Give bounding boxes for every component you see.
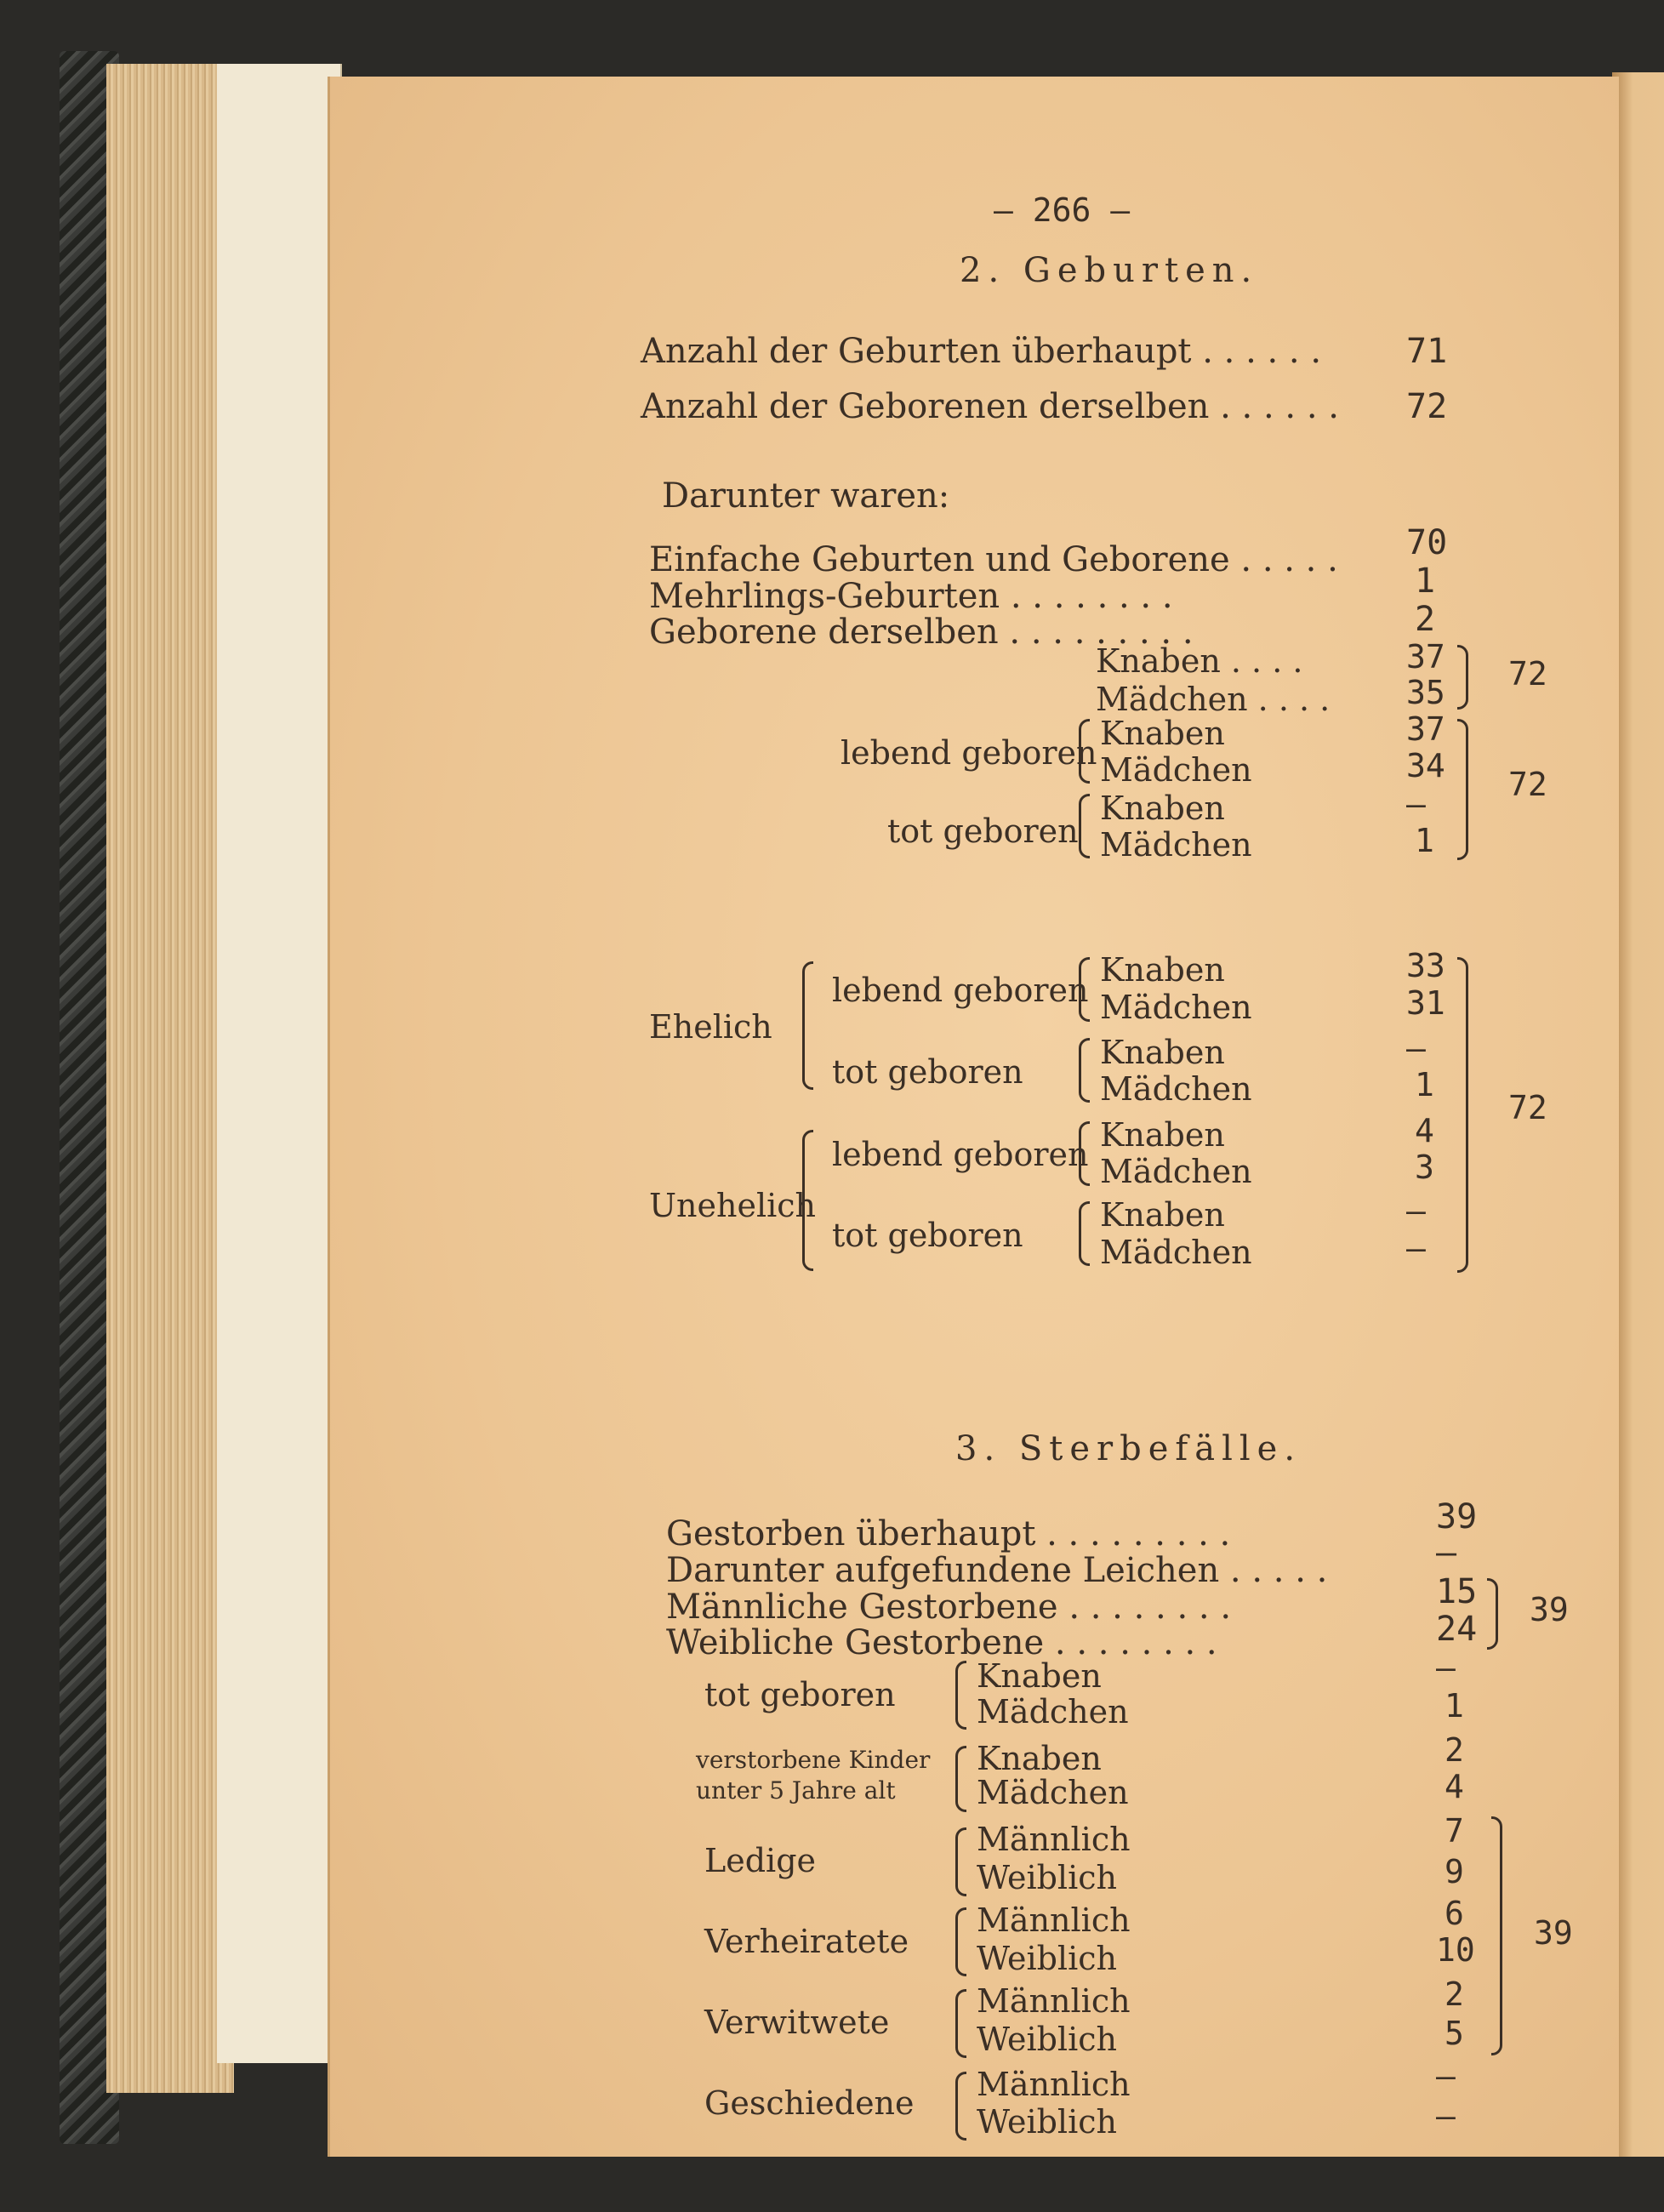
- single-births-value: 70: [1406, 523, 1448, 562]
- divorced-brace: [955, 2072, 966, 2141]
- next-page-edge: [1612, 72, 1664, 2157]
- live-born-label: lebend geboren: [841, 734, 1097, 772]
- single-births-label: Einfache Geburten und Geborene . . . . .: [649, 540, 1338, 579]
- page-edges: [106, 64, 234, 2093]
- illegit-still-boys-value: —: [1406, 1192, 1426, 1229]
- married-brace: [955, 1907, 966, 1976]
- still-girls-value: 1: [1415, 822, 1434, 859]
- boys-value: 37: [1406, 638, 1445, 676]
- legit-live-label: lebend geboren: [832, 972, 1089, 1009]
- children-girls-value: 4: [1445, 1768, 1464, 1805]
- multiple-born-value: 2: [1415, 600, 1436, 639]
- stillborn-girls-value: 1: [1445, 1687, 1464, 1725]
- multiple-births-value: 1: [1415, 562, 1436, 601]
- live-still-total: 72: [1508, 766, 1547, 803]
- legit-still-boys-label: Knaben: [1100, 1034, 1225, 1071]
- stillborn-girls-label: Mädchen: [977, 1693, 1129, 1730]
- divorced-male-value: —: [1436, 2057, 1456, 2095]
- live-still-brace: [1457, 719, 1468, 860]
- deaths-sex-total: 39: [1530, 1591, 1569, 1628]
- legit-still-girls-value: 1: [1415, 1066, 1434, 1103]
- boys-label: Knaben . . . .: [1096, 642, 1303, 680]
- female-deaths-value: 24: [1436, 1610, 1478, 1649]
- sex-brace: [1457, 645, 1468, 710]
- illegit-live-girls-value: 3: [1415, 1149, 1434, 1186]
- still-girls-label: Mädchen: [1100, 826, 1252, 864]
- deaths-sex-brace: [1487, 1578, 1498, 1650]
- legit-brace: [802, 961, 813, 1090]
- married-female-value: 10: [1436, 1931, 1475, 1969]
- widowed-male-label: Männlich: [977, 1982, 1131, 2020]
- legit-live-brace: [1079, 957, 1090, 1022]
- still-brace: [1079, 794, 1090, 858]
- total-born-label: Anzahl der Geborenen derselben . . . . . .: [641, 387, 1339, 426]
- married-male-value: 6: [1445, 1895, 1464, 1932]
- widowed-female-label: Weiblich: [977, 2021, 1117, 2058]
- illegit-live-boys-label: Knaben: [1100, 1116, 1225, 1154]
- legit-label: Ehelich: [649, 1008, 772, 1046]
- legit-still-label: tot geboren: [832, 1053, 1023, 1091]
- previous-page: [217, 64, 342, 2063]
- children-label-1: verstorbene Kinder: [696, 1746, 931, 1774]
- book-page: [328, 77, 1619, 2157]
- total-born-value: 72: [1406, 387, 1448, 426]
- illegit-still-girls-value: —: [1406, 1229, 1426, 1267]
- male-deaths-value: 15: [1436, 1572, 1478, 1611]
- illegit-still-brace: [1079, 1201, 1090, 1266]
- legit-live-girls-label: Mädchen: [1100, 989, 1252, 1026]
- illegit-live-girls-label: Mädchen: [1100, 1153, 1252, 1190]
- sex-total: 72: [1508, 655, 1547, 693]
- male-deaths-label: Männliche Gestorbene . . . . . . . .: [666, 1588, 1232, 1627]
- still-born-label: tot geboren: [887, 812, 1079, 850]
- divorced-female-label: Weiblich: [977, 2103, 1117, 2141]
- illegit-brace: [802, 1130, 813, 1271]
- found-bodies-value: —: [1436, 1533, 1457, 1572]
- divorced-label: Geschiedene: [704, 2084, 915, 2122]
- live-brace: [1079, 719, 1090, 784]
- children-girls-label: Mädchen: [977, 1774, 1129, 1811]
- single-label: Ledige: [704, 1842, 817, 1879]
- single-male-label: Männlich: [977, 1821, 1131, 1858]
- illegit-still-boys-label: Knaben: [1100, 1196, 1225, 1234]
- divorced-female-value: —: [1436, 2097, 1456, 2135]
- live-girls-value: 34: [1406, 747, 1445, 784]
- married-label: Verheiratete: [704, 1923, 909, 1960]
- girls-value: 35: [1406, 674, 1445, 711]
- multiple-births-label: Mehrlings-Geburten . . . . . . . .: [649, 577, 1173, 616]
- widowed-brace: [955, 1989, 966, 2058]
- children-boys-label: Knaben: [977, 1740, 1102, 1777]
- girls-label: Mädchen . . . .: [1096, 681, 1331, 718]
- still-boys-value: —: [1406, 785, 1426, 823]
- legit-still-girls-label: Mädchen: [1100, 1070, 1252, 1108]
- children-boys-value: 2: [1445, 1731, 1464, 1769]
- total-births-label: Anzahl der Geburten überhaupt . . . . . .: [641, 332, 1322, 371]
- legit-live-girls-value: 31: [1406, 984, 1445, 1022]
- widowed-male-value: 2: [1445, 1975, 1464, 2013]
- total-births-value: 71: [1406, 332, 1448, 371]
- legit-live-boys-label: Knaben: [1100, 951, 1225, 989]
- children-brace: [955, 1746, 966, 1812]
- deaths-heading: 3. Sterbefälle.: [955, 1429, 1302, 1468]
- deaths-total-value: 39: [1436, 1497, 1478, 1536]
- children-label-2: unter 5 Jahre alt: [696, 1776, 896, 1804]
- live-girls-label: Mädchen: [1100, 751, 1252, 789]
- among-label: Darunter waren:: [662, 476, 950, 516]
- single-brace: [955, 1827, 966, 1896]
- illegit-live-label: lebend geboren: [832, 1136, 1089, 1173]
- stillborn-brace: [955, 1661, 966, 1730]
- status-total: 39: [1534, 1914, 1573, 1952]
- married-female-label: Weiblich: [977, 1940, 1117, 1977]
- illegit-live-brace: [1079, 1121, 1090, 1186]
- legit-still-brace: [1079, 1038, 1090, 1103]
- multiple-born-label: Geborene derselben . . . . . . . . .: [649, 613, 1194, 652]
- divorced-male-label: Männlich: [977, 2066, 1131, 2103]
- illegit-still-label: tot geboren: [832, 1217, 1023, 1254]
- still-boys-label: Knaben: [1100, 790, 1225, 827]
- female-deaths-label: Weibliche Gestorbene . . . . . . . .: [666, 1623, 1217, 1662]
- illegit-live-boys-value: 4: [1415, 1112, 1434, 1149]
- illegit-label: Unehelich: [649, 1187, 817, 1224]
- births-heading: 2. Geburten.: [960, 251, 1259, 290]
- single-female-label: Weiblich: [977, 1859, 1117, 1896]
- stillborn-label: tot geboren: [704, 1676, 896, 1713]
- deaths-total-label: Gestorben überhaupt . . . . . . . . .: [666, 1514, 1231, 1554]
- legit-live-boys-value: 33: [1406, 947, 1445, 984]
- found-bodies-label: Darunter aufgefundene Leichen . . . . .: [666, 1551, 1328, 1590]
- status-brace: [1491, 1816, 1502, 2055]
- page-number: — 266 —: [994, 191, 1131, 229]
- live-boys-label: Knaben: [1100, 715, 1225, 752]
- stillborn-boys-label: Knaben: [977, 1657, 1102, 1695]
- legit-still-boys-value: —: [1406, 1029, 1426, 1067]
- stillborn-boys-value: —: [1436, 1649, 1456, 1686]
- single-male-value: 7: [1445, 1812, 1464, 1850]
- live-boys-value: 37: [1406, 710, 1445, 748]
- legit-total-brace: [1457, 957, 1468, 1273]
- married-male-label: Männlich: [977, 1901, 1131, 1939]
- widowed-female-value: 5: [1445, 2015, 1464, 2052]
- legit-total: 72: [1508, 1089, 1547, 1126]
- widowed-label: Verwitwete: [704, 2004, 890, 2041]
- illegit-still-girls-label: Mädchen: [1100, 1234, 1252, 1271]
- single-female-value: 9: [1445, 1853, 1464, 1890]
